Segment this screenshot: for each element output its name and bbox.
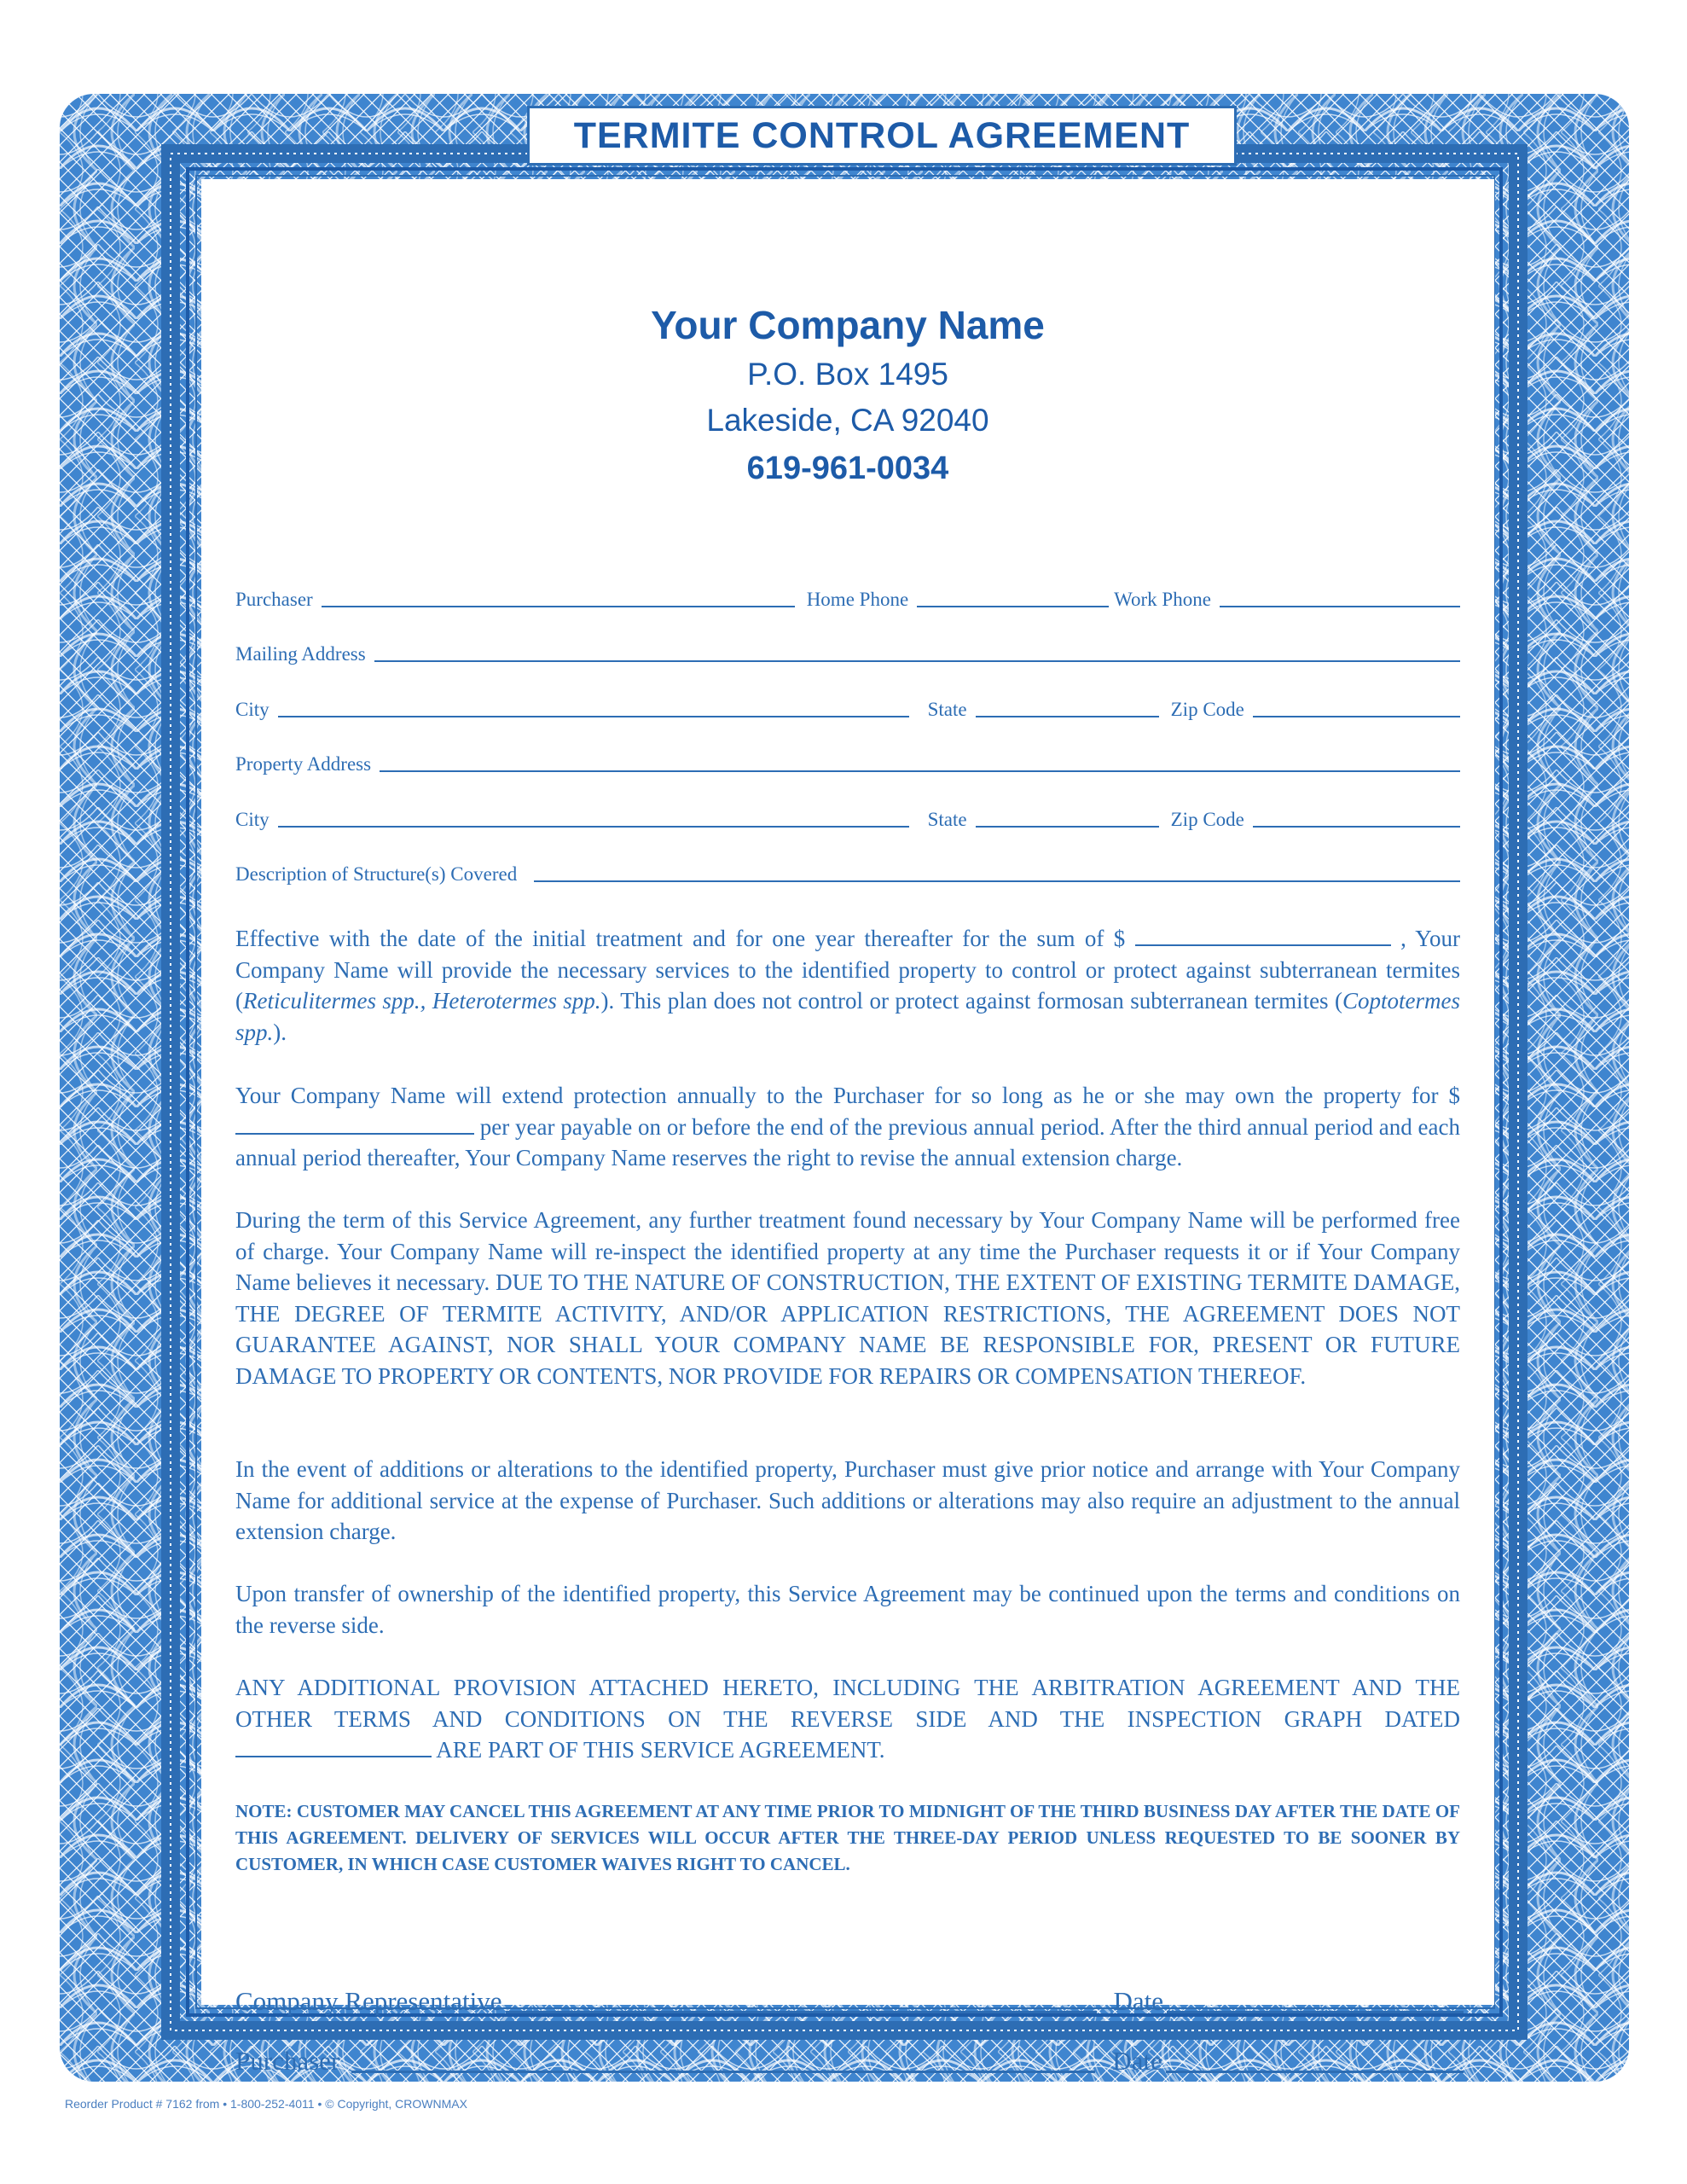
inspection-date-field[interactable] (235, 1737, 432, 1757)
property-address-label: Property Address (235, 753, 372, 775)
mailing-state-field[interactable] (976, 695, 1159, 717)
mailing-city-row (235, 688, 1460, 723)
mailing-city-field[interactable] (278, 695, 909, 717)
cancellation-note: NOTE: CUSTOMER MAY CANCEL THIS AGREEMENT AT ANY TIME PRIOR TO MIDNIGHT OF THE THIRD BUSINESS DAY AFTER THE DATE OF THIS AGREEMENT. DELIVERY OF SERVICES WILL OCCUR AFTER THE THREE-DAY PERIOD UNLESS REQUESTED TO BE SOONER BY CUSTOMER, IN WHICH CASE CUSTOMER WAIVES RIGHT TO CANCEL. (235, 1801, 1460, 1874)
property-city-row (235, 799, 1460, 833)
mailing-address-label: Mailing Address (235, 643, 366, 665)
company-po-box: P.O. Box 1495 (747, 357, 948, 392)
p2-text-a: Your Company Name will extend protection annually to the Purchaser for so long as he or she may own the property for $ (235, 1083, 1460, 1108)
purchaser-sig-label: Purchaser (235, 2046, 340, 2076)
p1-text-a: Effective with the date of the initial treatment and for one year thereafter for the sum of $ (235, 926, 1126, 951)
mailing-address-row (235, 633, 1460, 667)
rep-date-field[interactable] (1167, 1985, 1464, 2013)
property-address-field[interactable] (380, 750, 1460, 772)
property-state-field[interactable] (976, 805, 1159, 828)
sum-field[interactable] (1135, 926, 1391, 946)
reorder-footer: Reorder Product # 7162 from • 1-800-252-4011 • © Copyright, CROWNMAX (65, 2097, 467, 2111)
p6-text-a: ANY ADDITIONAL PROVISION ATTACHED HERETO, INCLUDING THE ARBITRATION AGREEMENT AND THE OTHER TERMS AND CONDITIONS ON THE REVERSE SIDE AND THE INSPECTION GRAPH DATED (235, 1675, 1460, 1732)
paragraph-coverage (235, 923, 1460, 1048)
purchaser-signature-row (235, 2039, 1464, 2077)
company-city: Lakeside, CA 92040 (706, 403, 989, 438)
p1-text-b: , Your Company Name will provide the necessary services to the identified property to control or protect against subterranean termites ( (235, 926, 1461, 1014)
title-plate (527, 106, 1237, 166)
annual-fee-field[interactable] (235, 1114, 474, 1135)
rep-signature-field[interactable] (506, 1985, 1097, 2013)
rep-label: Company Representative (235, 1986, 502, 2016)
purchaser-row (235, 578, 1460, 613)
purchaser-signature-field[interactable] (351, 2045, 1095, 2073)
paragraph-provisions (235, 1672, 1460, 1766)
work-phone-field[interactable] (1220, 585, 1460, 607)
company-header (201, 299, 1494, 493)
p1-text-d: ). (273, 1019, 287, 1045)
p1-text-c: ). This plan does not control or protect against formosan subterranean termites ( (600, 988, 1343, 1014)
zip-code-label: Zip Code (1170, 699, 1244, 720)
date-label: Date (1113, 1986, 1164, 2016)
state-label: State (927, 699, 967, 720)
purchaser-label: Purchaser (235, 589, 313, 610)
rep-signature-row (235, 1979, 1464, 2017)
p1-species-2: Coptotermes spp. (235, 988, 1461, 1045)
description-label: Description of Structure(s) Covered (235, 863, 518, 885)
p2-text-b: per year payable on or before the end of the previous annual period. After the third annual period and each annual period thereafter, Your Company Name reserves the right to revise the annual extension charge. (235, 1113, 1461, 1170)
p1-species-1: Reticulitermes spp., Heterotermes spp. (243, 988, 601, 1014)
paragraph-term: During the term of this Service Agreement, any further treatment found necessary by Your Company Name will be performed free of charge. Your Company Name will re-inspect the identified property at any time the Purchaser requests it or if Your Company Name believes it necessary. DUE TO THE NATURE OF CONSTRUCTION, THE EXTENT OF EXISTING TERMITE DAMAGE, THE DEGREE OF TERMITE ACTIVITY, AND/OR APPLICATION RESTRICTIONS, THE AGREEMENT DOES NOT GUARANTEE AGAINST, NOR SHALL YOUR COMPANY NAME BE RESPONSIBLE FOR, PRESENT OR FUTURE DAMAGE TO PROPERTY OR CONTENTS, NOR PROVIDE FOR REPAIRS OR COMPENSATION THEREOF. (235, 1207, 1460, 1389)
description-field[interactable] (534, 860, 1460, 882)
city-label: City (235, 809, 270, 830)
p6-text-b: ARE PART OF THIS SERVICE AGREEMENT. (436, 1737, 885, 1763)
paragraph-alterations: In the event of additions or alterations to the identified property, Purchaser must give prior notice and arrange with Your Company Name for additional service at the expense of Purchaser. Such additions or alterations may also require an adjustment to the annual extension charge. (235, 1456, 1460, 1544)
certificate-frame (60, 94, 1629, 2082)
document-title: TERMITE CONTROL AGREEMENT (573, 114, 1191, 156)
company-phone: 619-961-0034 (746, 450, 949, 486)
form-body (201, 179, 1494, 2076)
home-phone-label: Home Phone (806, 589, 909, 610)
city-label: City (235, 699, 270, 720)
purchaser-field[interactable] (322, 585, 795, 607)
paragraph-extension (235, 1080, 1460, 1174)
description-row (235, 853, 1460, 887)
property-zip-field[interactable] (1253, 805, 1460, 828)
home-phone-field[interactable] (917, 585, 1109, 607)
purchaser-date-field[interactable] (1166, 2045, 1464, 2073)
mailing-zip-field[interactable] (1253, 695, 1460, 717)
property-address-row (235, 743, 1460, 777)
work-phone-label: Work Phone (1114, 589, 1211, 610)
paragraph-transfer: Upon transfer of ownership of the identified property, this Service Agreement may be continued upon the terms and conditions on the reverse side. (235, 1581, 1460, 1638)
company-name: Your Company Name (651, 303, 1045, 347)
date-label: Date (1112, 2046, 1162, 2076)
property-city-field[interactable] (278, 805, 909, 828)
zip-code-label: Zip Code (1170, 809, 1244, 830)
state-label: State (927, 809, 967, 830)
mailing-address-field[interactable] (374, 640, 1460, 662)
